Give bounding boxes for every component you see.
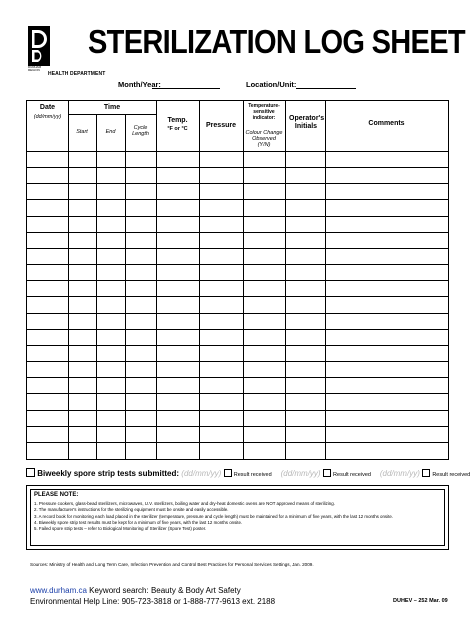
note-item: 5. Failed spore strip tests – refer to Biological Monitoring of Sterilizer (Spore Test) poster. bbox=[34, 526, 207, 532]
table-row[interactable] bbox=[27, 167, 448, 168]
time-header: Time bbox=[103, 104, 121, 111]
notes-title: PLEASE NOTE: bbox=[34, 492, 79, 498]
result-received-checkbox-2[interactable] bbox=[323, 469, 331, 477]
table-row[interactable] bbox=[27, 377, 448, 378]
pressure-header: Pressure bbox=[206, 122, 236, 129]
website-link[interactable]: www.durham.ca bbox=[30, 586, 87, 595]
table-row[interactable] bbox=[27, 199, 448, 200]
indicator-header: Temperature-sensitive indicator: bbox=[248, 103, 280, 121]
table-row[interactable] bbox=[27, 442, 448, 443]
test-date-1[interactable]: (dd/mm/yy) bbox=[181, 469, 222, 478]
table-row[interactable] bbox=[27, 393, 448, 394]
temp-unit: °F or °C bbox=[167, 126, 188, 132]
table-row[interactable] bbox=[27, 280, 448, 281]
result-received-label-3: Result received bbox=[432, 472, 471, 478]
location-label: Location/Unit: bbox=[246, 80, 297, 89]
biweekly-checkbox[interactable] bbox=[26, 468, 35, 477]
date-header: Date bbox=[39, 104, 56, 111]
test-date-3[interactable]: (dd/mm/yy) bbox=[379, 469, 420, 478]
month-year-field[interactable] bbox=[152, 80, 220, 89]
start-header: Start bbox=[76, 129, 88, 135]
table-row[interactable] bbox=[27, 264, 448, 265]
department-name: HEALTH DEPARTMENT bbox=[48, 71, 106, 77]
result-received-label-1: Result received bbox=[233, 472, 272, 478]
table-row[interactable] bbox=[27, 313, 448, 314]
please-note-box bbox=[26, 485, 449, 550]
table-row[interactable] bbox=[27, 361, 448, 362]
logo-wordmark: DURHAM REGION bbox=[28, 65, 42, 72]
end-header: End bbox=[105, 129, 116, 135]
comments-header: Comments bbox=[368, 120, 405, 127]
table-row[interactable] bbox=[27, 232, 448, 233]
table-row[interactable] bbox=[27, 345, 448, 346]
durham-region-logo bbox=[28, 26, 50, 66]
page-title: STERILIZATION LOG SHEET bbox=[88, 23, 465, 60]
form-code: DUHEV – 252 Mar. 09 bbox=[393, 598, 448, 604]
note-item: 4. Biweekly spore strip test results must be kept for a minimum of five years, with the last 12 months onsite. bbox=[34, 519, 243, 525]
test-date-2[interactable]: (dd/mm/yy) bbox=[280, 469, 321, 478]
table-row[interactable] bbox=[27, 248, 448, 249]
sources-line: Sources: Ministry of Health and Long Term Care, Infection Prevention and Control Best Practices for Personal Services Settings, Jan. 2009. bbox=[30, 562, 314, 567]
note-item: 2. The manufacturer's instructions for the sterilizing equipment must be onsite and easily accessible. bbox=[34, 507, 229, 513]
biweekly-spore-row bbox=[26, 468, 470, 478]
month-year-label: Month/Year: bbox=[118, 80, 161, 89]
sterilization-log-table bbox=[26, 100, 449, 460]
table-row[interactable] bbox=[27, 410, 448, 411]
table-row[interactable] bbox=[27, 329, 448, 330]
result-received-checkbox-3[interactable] bbox=[422, 469, 430, 477]
table-row[interactable] bbox=[27, 183, 448, 184]
table-row[interactable] bbox=[27, 216, 448, 217]
result-received-label-2: Result received bbox=[333, 472, 371, 478]
website-line bbox=[30, 586, 241, 595]
note-item: 3. A record book for monitoring each load placed in the sterilizer (temperature, pressure and cycle length) must be maintained for a minimum of five years, with the last 12 months onsite. bbox=[34, 513, 393, 519]
table-row[interactable] bbox=[27, 426, 448, 427]
location-field[interactable] bbox=[296, 80, 356, 89]
keyword-search: Keyword search: Beauty & Body Art Safety bbox=[86, 586, 241, 595]
help-line: Environmental Help Line: 905-723-3818 or 1-888-777-9613 ext. 2188 bbox=[30, 597, 276, 606]
cycle-length-header: Cycle Length bbox=[132, 125, 149, 137]
biweekly-label: Biweekly spore strip tests submitted: bbox=[37, 469, 180, 478]
temp-header: Temp. bbox=[167, 117, 188, 124]
table-row[interactable] bbox=[27, 296, 448, 297]
indicator-subheader: Colour Change Observed (Y/N) bbox=[245, 130, 283, 148]
operator-initials-header: Operator's Initials bbox=[289, 115, 325, 130]
result-received-checkbox-1[interactable] bbox=[224, 469, 232, 477]
note-item: 1. Pressure cookers, glass-bead sterilizers, microwaves, U.V. sterilizers, boiling water and dry-heat domestic ovens are NOT approved means of sterilizing. bbox=[34, 501, 335, 506]
date-format: (dd/mm/yy) bbox=[33, 114, 62, 120]
